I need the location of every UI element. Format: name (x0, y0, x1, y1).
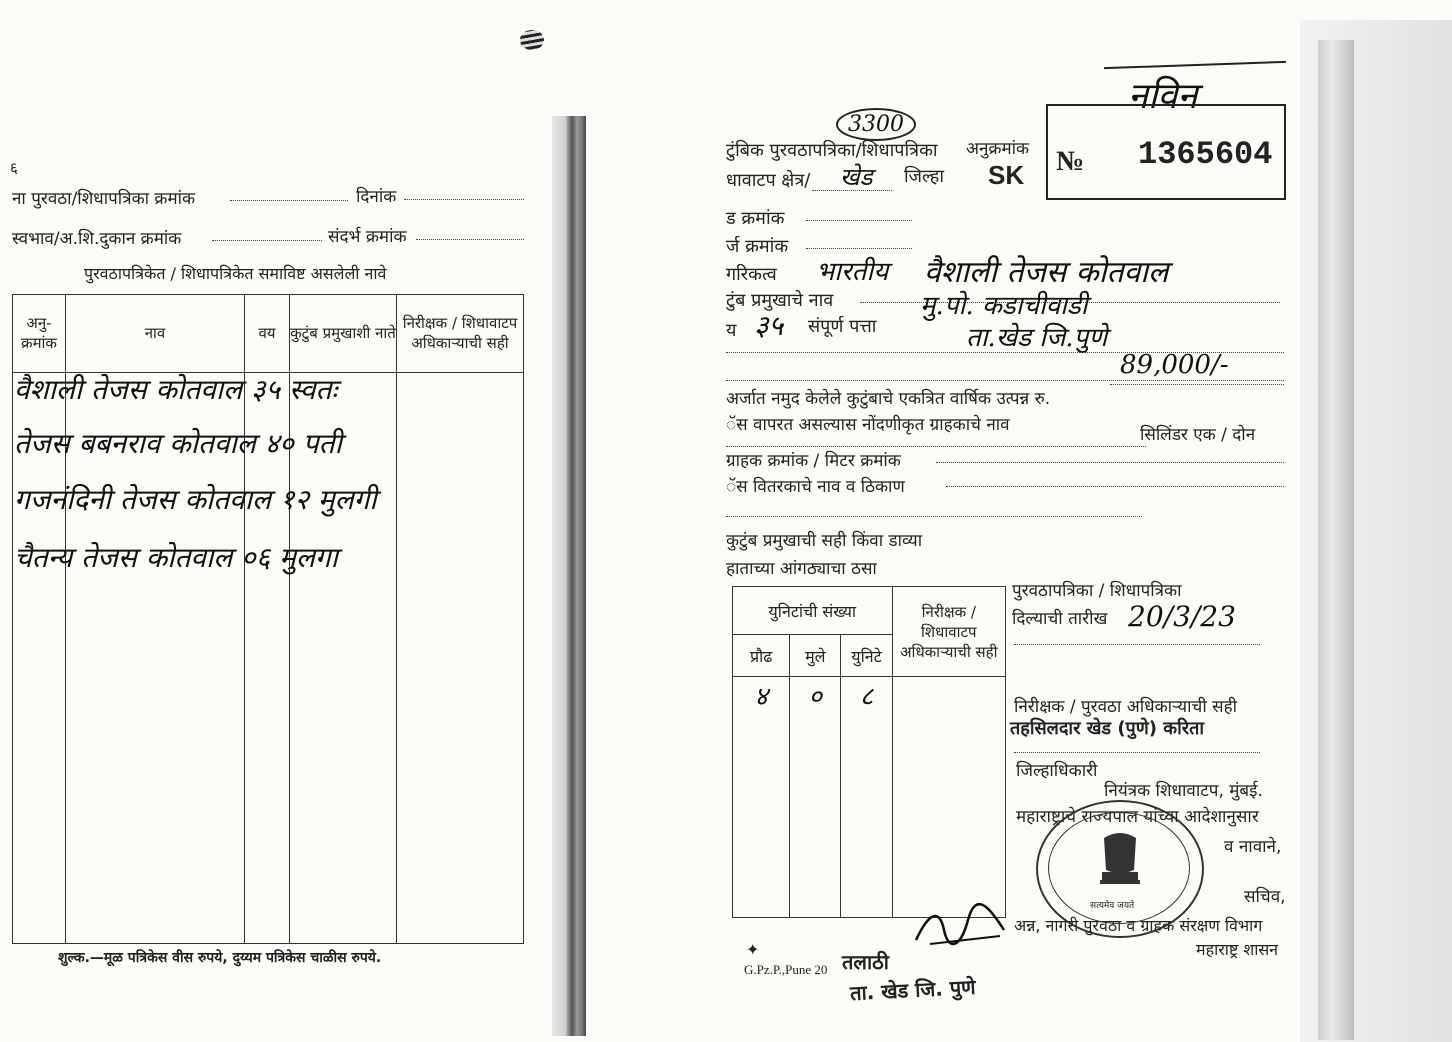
area-field (812, 190, 892, 191)
nationality-value: भारतीय (816, 257, 889, 287)
age-value: ३५ (754, 309, 784, 342)
reference-number-field (416, 239, 524, 240)
new-card-note: नविन (1128, 76, 1198, 117)
column-header-age: वय (245, 295, 290, 373)
page-edge (1318, 40, 1354, 1040)
income-label: अर्जात नमुद केलेले कुटुंबाचे एकत्रित वार्षिक उत्पन्न रु. (726, 389, 1051, 409)
emblem-icon (1096, 830, 1144, 888)
income-field (1110, 384, 1284, 385)
member-relation: मुलगी (317, 483, 377, 516)
consumer-number-label: ग्राहक क्रमांक / मिटर क्रमांक (726, 451, 901, 471)
date-field (404, 199, 524, 200)
gas-dealer-field (946, 486, 1284, 487)
age-label: य (726, 320, 737, 341)
column-header-name: नाव (66, 295, 245, 373)
fee-note: शुल्क.—मूळ पत्रिकेस वीस रुपये, दुय्यम पत्रिकेस चाळीस रुपये. (58, 950, 382, 966)
collector-label: जिल्हाधिकारी (1016, 761, 1098, 781)
binding-edge (552, 116, 566, 1036)
gas-user-label: ॅस वापरत असल्यास नोंदणीकृत ग्राहकाचे नाव (726, 415, 1010, 435)
member-relation: मुलगा (279, 541, 338, 574)
government-label: महाराष्ट्र शासन (1196, 940, 1279, 959)
officer-sign-label: निरीक्षक / पुरवठा अधिकाऱ्याची सही (1014, 697, 1238, 717)
head-name-value: वैशाली तेजस कोतवाल (924, 255, 1169, 290)
units-value: ८ (859, 682, 874, 712)
date-label: दिनांक (356, 187, 397, 207)
address-line-2: ता.खेड जि.पुणे (966, 323, 1108, 353)
signature-label-2: हाताच्या आंगठ्याचा ठसा (726, 559, 877, 579)
district-label: जिल्हा (904, 166, 944, 187)
press-label: G.Pz.P.,Pune 20 (744, 962, 828, 977)
application-number-label: र्ज क्रमांक (726, 236, 789, 257)
card-count-note: 3300 (836, 108, 916, 141)
column-header-serial: अनु- क्रमांक (13, 295, 66, 373)
governor-name: व नावाने, (1224, 837, 1282, 857)
member-age: १२ (279, 483, 310, 516)
column-header-relation: कुटुंब प्रमुखाशी नाते (290, 295, 397, 373)
column-header-inspector-sign: निरीक्षक / शिधावाटप अधिकाऱ्याची सही (397, 295, 524, 373)
gas-user-field (726, 446, 1146, 447)
seal-motto: सत्यमेव जयते (1090, 901, 1135, 911)
member-row (14, 424, 342, 462)
consumer-number-field (936, 462, 1284, 463)
binding-spine (566, 116, 586, 1036)
application-number-field (806, 248, 912, 249)
serial-number-box (1046, 104, 1286, 200)
issue-date-label-2: दिल्याची तारीख (1012, 609, 1108, 629)
number-symbol: № (1056, 146, 1085, 177)
units-table (732, 586, 1006, 918)
member-relation: स्वतः (289, 373, 338, 406)
gas-dealer-label: ॅस वितरकाचे नाव व ठिकाण (726, 477, 905, 497)
address-line-1: मु.पो. कडाचीवाडी (920, 291, 1088, 321)
officer-sign-field (1014, 752, 1260, 753)
tahsildar-stamp: तहसिलदार खेड (पुणे) करिता (1010, 718, 1205, 739)
children-value: ० (808, 682, 823, 712)
address-field-2 (726, 380, 1284, 381)
reference-number-label: संदर्भ क्रमांक (328, 227, 407, 247)
ration-card-number-field (230, 200, 348, 201)
diamond-mark: ✦ (746, 940, 760, 959)
issue-date-field (1014, 644, 1260, 645)
talathi-stamp-line-1: तलाठी (842, 950, 889, 974)
issue-date-value: 20/3/23 (1128, 600, 1236, 633)
member-age: ०६ (241, 541, 271, 574)
address-label: संपूर्ण पत्ता (808, 316, 877, 337)
ward-number-field (806, 220, 912, 221)
serial-prefix: SK (988, 160, 1025, 190)
gas-dealer-field-2 (726, 516, 1142, 517)
governor-order: महाराष्ट्राचे राज्यपाल यांच्या आदेशानुसार (1016, 807, 1259, 827)
member-name: वैशाली तेजस कोतवाल (14, 373, 243, 406)
partial-number: ६ (10, 159, 18, 177)
unit-col-adults: प्रौढ (733, 635, 790, 677)
staple-mark (520, 30, 544, 50)
new-note-underline (1104, 61, 1286, 69)
department-label: अन्न, नागरी पुरवठा व ग्राहक संरक्षण विभाग (1014, 916, 1263, 935)
units-header: युनिटांची संख्या (733, 587, 893, 635)
inspector-sign-header: निरीक्षक / शिधावाटप अधिकाऱ्याची सही (892, 587, 1005, 677)
member-row (14, 538, 338, 576)
serial-number: 1365604 (1138, 136, 1273, 173)
member-relation: पती (302, 427, 342, 460)
ration-card-number-label: ना पुरवठा/शिधापत्रिका क्रमांक (12, 189, 196, 209)
fps-number-label: स्वभाव/अ.शि.दुकान क्रमांक (12, 229, 182, 249)
cylinder-label: सिलिंडर एक / दोन (1140, 425, 1256, 445)
member-row (14, 480, 377, 518)
income-value: 89,000/- (1120, 350, 1229, 380)
member-name: तेजस बबनराव कोतवाल (14, 427, 256, 460)
nationality-label: गरिकत्व (726, 264, 777, 285)
controller-label: नियंत्रक शिधावाटप, मुंबई. (1104, 781, 1263, 801)
member-name: चैतन्य तेजस कोतवाल (14, 541, 233, 574)
serial-label: अनुक्रमांक (966, 139, 1030, 159)
adults-value: ४ (754, 682, 768, 712)
member-age: ३५ (251, 373, 281, 406)
member-age: ४० (264, 427, 294, 460)
fps-number-field (212, 240, 322, 241)
card-type-label: टुंबिक पुरवठापत्रिका/शिधापत्रिका (726, 140, 938, 161)
area-value: खेड (840, 163, 873, 191)
signature-label-1: कुटुंब प्रमुखाची सही किंवा डाव्या (726, 531, 923, 551)
issue-date-label-1: पुरवठापत्रिका / शिधापत्रिका (1012, 581, 1182, 601)
talathi-stamp-line-2: ता. खेड जि. पुणे (849, 974, 977, 1006)
officer-signature (910, 900, 1010, 960)
round-seal (1036, 800, 1204, 938)
unit-col-children: मुले (790, 635, 841, 677)
head-name-label: टुंब प्रमुखाचे नाव (726, 290, 834, 311)
member-name: गजनंदिनी तेजस कोतवाल (14, 483, 271, 516)
unit-col-units: युनिटे (841, 635, 892, 677)
members-table-title: पुरवठापत्रिकेत / शिधापत्रिकेत समाविष्ट असलेली नावे (84, 264, 387, 283)
ward-number-label: ड क्रमांक (726, 208, 785, 229)
secretary-label: सचिव, (1244, 887, 1286, 907)
member-row (14, 370, 337, 408)
area-label: धावाटप क्षेत्र/ (726, 170, 811, 191)
